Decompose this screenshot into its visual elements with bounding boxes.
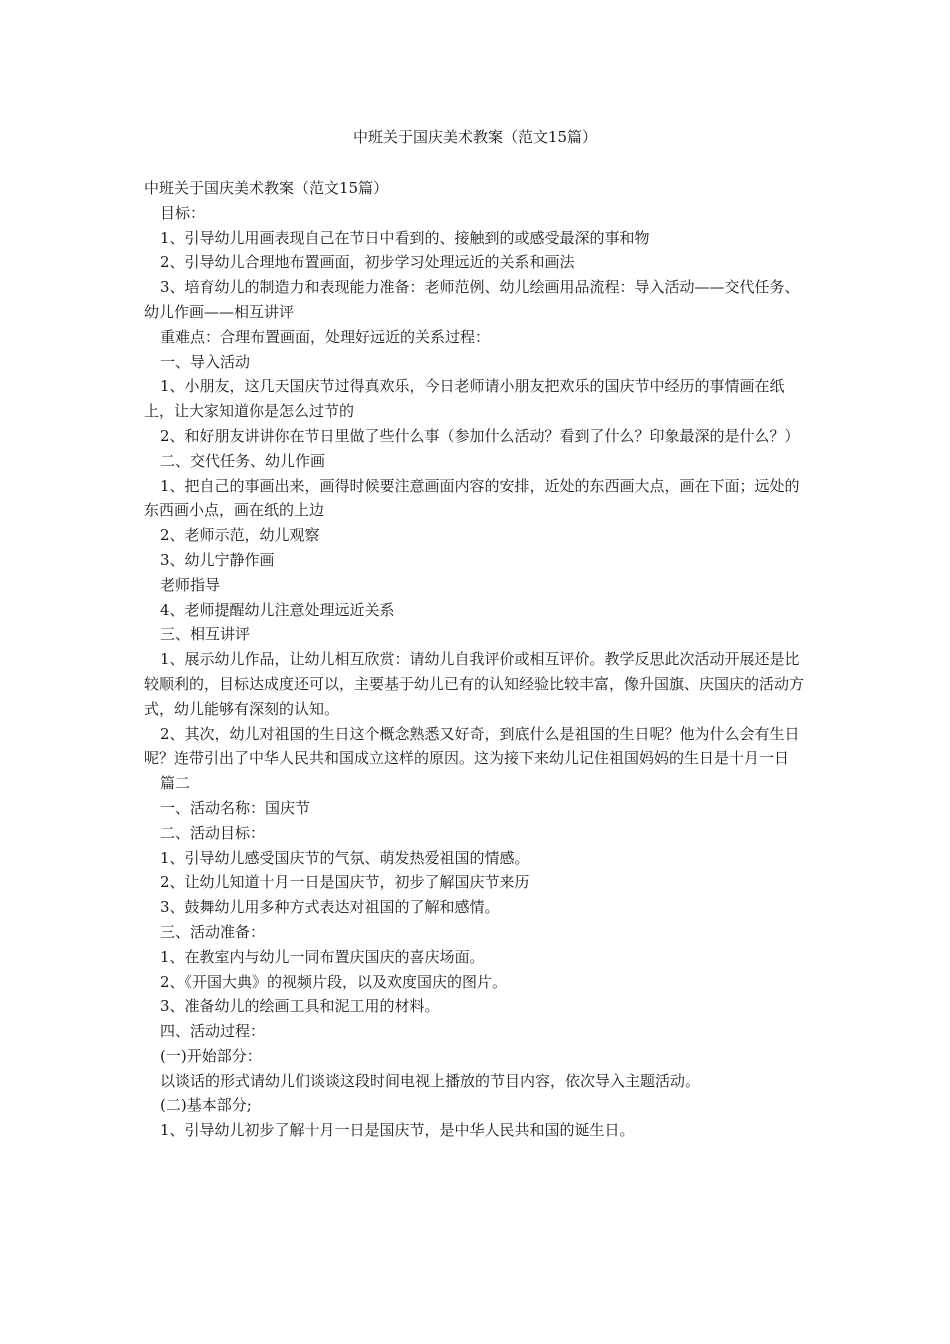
paragraph-18: 2、其次，幼儿对祖国的生日这个概念熟悉又好奇，到底什么是祖国的生日呢？他为什么会有生日呢？连带引出了中华人民共和国成立这样的原因。这为接下来幼儿记住祖国妈妈的生日是十月一日 [144,724,800,768]
paragraph-26: 1、在教室内与幼儿一同布置庆国庆的喜庆场面。 [160,947,485,966]
paragraph-29: 四、活动过程： [160,1022,266,1041]
paragraph-4: 2、引导幼儿合理地布置画面，初步学习处理远近的关系和画法 [160,253,575,272]
paragraph-13: 3、幼儿宁静作画 [160,550,275,569]
paragraph-21: 二、活动目标： [160,823,266,842]
paragraph-14: 老师指导 [160,575,221,594]
paragraph-2: 目标： [160,203,206,222]
paragraph-3: 1、引导幼儿用画表现自己在节日中看到的、接触到的或感受最深的事和物 [160,228,650,247]
paragraph-32: (二)基本部分; [160,1096,252,1115]
paragraph-1: 中班关于国庆美术教案（范文15篇） [144,179,389,197]
paragraph-17: 1、展示幼儿作品，让幼儿相互欣赏：请幼儿自我评价或相互评价。教学反思此次活动开展还是比较顺利的，目标达成度还可以，主要基于幼儿已有的认知经验比较丰富，像升国旗、庆国庆的活动方式，幼儿能够有深刻的认知。 [144,650,805,718]
paragraph-9: 2、和好朋友讲讲你在节日里做了些什么事（参加什么活动？看到了什么？印象最深的是什么？） [160,426,800,445]
paragraph-10: 二、交代任务、幼儿作画 [160,451,326,470]
paragraph-27: 2、《开国大典》的视频片段，以及欢度国庆的图片。 [160,972,508,991]
paragraph-15: 4、老师提醒幼儿注意处理远近关系 [160,600,395,619]
paragraph-5: 3、培育幼儿的制造力和表现能力准备：老师范例、幼儿绘画用品流程：导入活动——交代任务、幼儿作画——相互讲评 [144,278,800,321]
paragraph-25: 三、活动准备： [160,922,266,941]
paragraph-7: 一、导入活动 [160,352,251,371]
paragraph-30: (一)开始部分： [160,1046,262,1065]
paragraph-31: 以谈话的形式请幼儿们谈谈这段时间电视上播放的节目内容，依次导入主题活动。 [160,1071,701,1090]
paragraph-33: 1、引导幼儿初步了解十月一日是国庆节，是中华人民共和国的诞生日。 [160,1121,635,1140]
paragraph-6: 重难点：合理布置画面，处理好远近的关系过程： [160,327,491,346]
paragraph-12: 2、老师示范，幼儿观察 [160,526,320,545]
document-title: 中班关于国庆美术教案（范文15篇） [352,128,598,146]
paragraph-16: 三、相互讲评 [160,625,251,644]
paragraph-11: 1、把自己的事画出来，画得时候要注意画面内容的安排，近处的东西画大点，画在下面；远处的东西画小点，画在纸的上边 [144,476,800,520]
document-body [144,176,808,1143]
paragraph-23: 2、让幼儿知道十月一日是国庆节，初步了解国庆节来历 [160,873,530,892]
paragraph-8: 1、小朋友，这几天国庆节过得真欢乐，今日老师请小朋友把欢乐的国庆节中经历的事情画在纸上，让大家知道你是怎么过节的 [144,377,785,421]
paragraph-28: 3、准备幼儿的绘画工具和泥工用的材料。 [160,997,440,1016]
paragraph-20: 一、活动名称：国庆节 [160,798,311,817]
paragraph-24: 3、鼓舞幼儿用多种方式表达对祖国的了解和感情。 [160,898,500,917]
paragraph-19: 篇二 [160,774,191,793]
paragraph-22: 1、引导幼儿感受国庆节的气氛、萌发热爱祖国的情感。 [160,848,530,867]
